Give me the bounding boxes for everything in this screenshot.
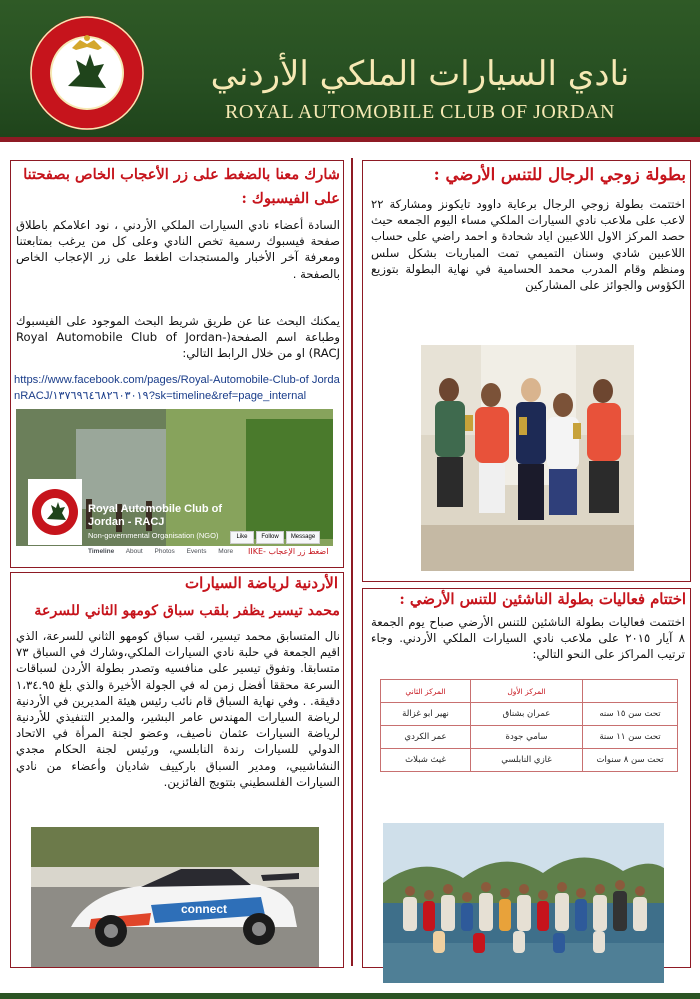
table-header-cell: المركز الثاني (381, 680, 471, 703)
table-cell: سامي جودة (471, 726, 583, 749)
club-title-english: ROYAL AUTOMOBILE CLUB OF JORDAN (225, 101, 615, 123)
table-header-cell: المركز الأول (471, 680, 583, 703)
facebook-page-name (88, 503, 222, 529)
motorsport-heading-2: محمد تيسير يظفر بلقب سباق كومهو الثاني للسرعة (34, 603, 340, 619)
facebook-heading-line1: شارك معنا بالضغط على زر الأعجاب الخاص بصفحتنا (23, 166, 340, 183)
race-car-photo (31, 827, 319, 967)
table-cell: عمر الكردي (381, 726, 471, 749)
facebook-page-category: Non-governmental Organisation (NGO) (88, 531, 219, 540)
men-doubles-photo (421, 345, 634, 571)
facebook-nav (88, 548, 233, 555)
club-logo (28, 14, 146, 132)
facebook-page-link[interactable]: https://www.facebook.com/pages/Royal-Automobile-Club-of JordanRACJ/١٣٧٦٩٦٤٦٨٢٦٠٣٠١٩?sk=timeline&ref=page_internal (14, 374, 340, 402)
car-livery-text: connect (181, 902, 228, 916)
table-row (381, 726, 678, 749)
facebook-heading (12, 163, 340, 211)
tab-events[interactable]: Events (186, 548, 207, 555)
table-header-cell (583, 680, 678, 703)
tab-photos[interactable]: Photos (154, 548, 175, 555)
tab-more[interactable]: More (218, 548, 234, 555)
table-cell: غيث شبلاث (381, 749, 471, 772)
juniors-results-table (380, 679, 678, 772)
table-cell: تحت سن ١٥ سنه (583, 703, 678, 726)
motorsport-heading-1: الأردنية لرياضة السيارات (185, 574, 338, 592)
facebook-message-button[interactable]: Message (286, 531, 320, 544)
facebook-like-button[interactable]: Like (230, 531, 254, 544)
table-row (381, 703, 678, 726)
table-header-row (381, 680, 678, 703)
tab-timeline[interactable]: Timeline (88, 548, 115, 555)
table-cell: تحت سن ١١ سنة (583, 726, 678, 749)
juniors-heading: اختتام فعاليات بطولة الناشئين للتنس الأرضي : (399, 591, 686, 608)
tab-about[interactable]: About (125, 548, 143, 555)
table-row (381, 749, 678, 772)
table-cell: عمران بشناق (471, 703, 583, 726)
facebook-like-caption: اضغط زر الإعجاب -IIKE (248, 547, 329, 556)
facebook-profile-logo (28, 479, 82, 545)
facebook-body-2: يمكنك البحث عنا عن طريق شريط البحث الموجود على الفيسبوك وطباعة اسم الصفحة(Royal Automobile Club of Jordan-RACJ) او من خلال الرابط التالي: (16, 314, 340, 361)
table-cell: نهير ابو غزالة (381, 703, 471, 726)
juniors-group-photo (383, 823, 664, 983)
column-divider (351, 158, 353, 966)
footer-bar (0, 993, 700, 999)
facebook-follow-button[interactable]: Follow (256, 531, 284, 544)
facebook-page-name-line1: Royal Automobile Club of (88, 503, 223, 515)
juniors-body: اختتمت فعاليات بطولة الناشئين للتنس الأرضي صباح يوم الجمعة ٨ آيار ٢٠١٥ على ملاعب نادي السيارات الملكي الأردني. وجاء ترتيب المراكز على النحو التالي: (371, 615, 685, 662)
facebook-body-1: السادة أعضاء نادي السيارات الملكي الأردني ، نود اعلامكم باطلاق صفحة فيسبوك رسمية تخص النادي وعلى كل من يرغب بمتابعتنا ومعرفة آخر الأخبار والمستجدات اطغط على زر الإعجاب الخاص بالصفحة . (16, 218, 340, 281)
men-doubles-body: اختتمت بطولة زوجي الرجال برعاية داوود تايكونز ومشاركة ٢٢ لاعب على ملاعب نادي السيارات الملكي مساء اليوم الجمعه حيث حصد المركز الاول اللاعبين اياد شحادة و احمد راضي على حساب اللاعبين شادي وسنان التميمي تمت المباريات بشكل سلس ومنظم وقام المدرب محمد الحسامية في نهاية البطولة بتوزيع الكؤوس والجوائز على المشاركين (371, 197, 685, 293)
club-title-arabic: نادي السيارات الملكي الأردني (210, 54, 630, 94)
table-cell: تحت سن ٨ سنوات (583, 749, 678, 772)
men-doubles-heading: بطولة زوجي الرجال للتنس الأرضي : (433, 165, 686, 184)
motorsport-body: نال المتسابق محمد تيسير، لقب سباق كومهو الثاني للسرعة، الذي اقيم الجمعة في حلبة نادي السيارات الملكي،وشارك في السباق ٧٣ متسابقا. وتفوق تيسير على منافسيه وتصدر بطولة الأردن لسباقات السرعة محققا أفضل زمن له في الجولة الأخيرة والذي بلغ ١،٣٤.٩٥ دقيقة. . وفي نهاية السباق قام نائب رئيس هيئة المديرين في الأردنية لرياضة السيارات المهندس عامر البشير، والمدير التنفيذي للأردنية لرياضة السيارات عثمان ناصيف، وعضو لجنة المرأة في الاتحاد الدولي للسيارات رندة النابلسي، ورئيس لجنة الحكام مجدي النشاشيبي، ومدير السباق باركييف شاديان وأعضاء من نادي السيارات الفلسطيني بتتويج الفائزين. (16, 629, 340, 789)
facebook-heading-line2: على الفيسبوك : (241, 190, 340, 207)
facebook-page-name-line2: Jordan - RACJ (88, 516, 165, 528)
facebook-page-screenshot (16, 409, 333, 561)
header-divider (0, 137, 700, 142)
table-cell: غازي النابلسي (471, 749, 583, 772)
